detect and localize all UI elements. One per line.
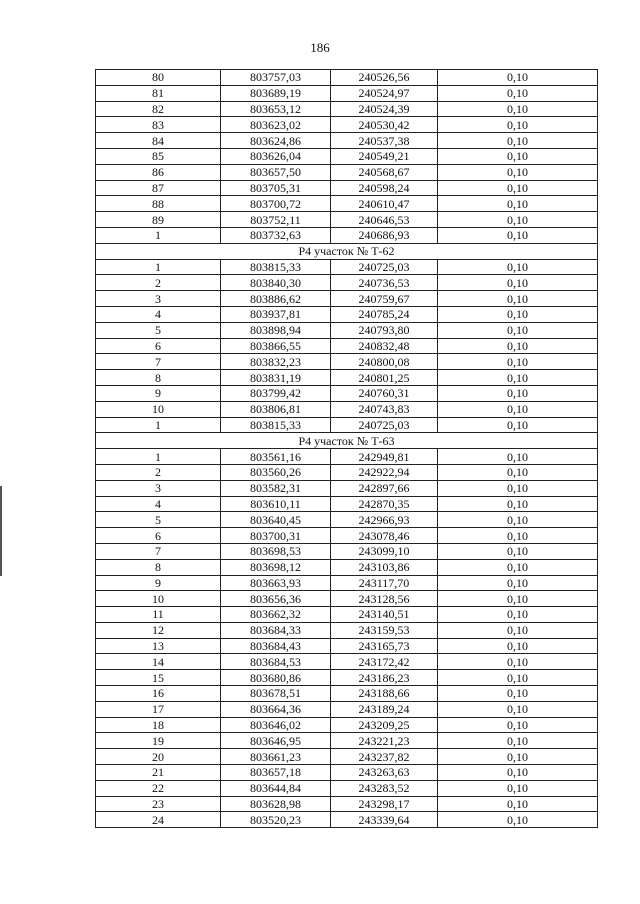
accuracy-cell: 0,10 bbox=[438, 670, 598, 686]
point-number-cell: 9 bbox=[96, 575, 221, 591]
accuracy-cell: 0,10 bbox=[438, 275, 598, 291]
y-coordinate-cell: 240646,53 bbox=[331, 212, 438, 228]
point-number-cell: 2 bbox=[96, 464, 221, 480]
point-number-cell: 81 bbox=[96, 85, 221, 101]
x-coordinate-cell: 803680,86 bbox=[221, 670, 331, 686]
x-coordinate-cell: 803815,33 bbox=[221, 417, 331, 433]
y-coordinate-cell: 240610,47 bbox=[331, 196, 438, 212]
x-coordinate-cell: 803646,95 bbox=[221, 733, 331, 749]
y-coordinate-cell: 240530,42 bbox=[331, 117, 438, 133]
y-coordinate-cell: 240524,39 bbox=[331, 101, 438, 117]
point-number-cell: 2 bbox=[96, 275, 221, 291]
x-coordinate-cell: 803663,93 bbox=[221, 575, 331, 591]
point-number-cell: 18 bbox=[96, 717, 221, 733]
x-coordinate-cell: 803752,11 bbox=[221, 212, 331, 228]
point-number-cell: 80 bbox=[96, 70, 221, 86]
table-row bbox=[96, 528, 598, 544]
accuracy-cell: 0,10 bbox=[438, 322, 598, 338]
point-number-cell: 19 bbox=[96, 733, 221, 749]
table-row bbox=[96, 480, 598, 496]
y-coordinate-cell: 240800,08 bbox=[331, 354, 438, 370]
accuracy-cell: 0,10 bbox=[438, 133, 598, 149]
y-coordinate-cell: 242922,94 bbox=[331, 464, 438, 480]
y-coordinate-cell: 243159,53 bbox=[331, 622, 438, 638]
y-coordinate-cell: 243298,17 bbox=[331, 796, 438, 812]
table-row bbox=[96, 496, 598, 512]
accuracy-cell: 0,10 bbox=[438, 354, 598, 370]
accuracy-cell: 0,10 bbox=[438, 622, 598, 638]
table-row bbox=[96, 717, 598, 733]
x-coordinate-cell: 803898,94 bbox=[221, 322, 331, 338]
point-number-cell: 7 bbox=[96, 354, 221, 370]
x-coordinate-cell: 803623,02 bbox=[221, 117, 331, 133]
table-row bbox=[96, 354, 598, 370]
accuracy-cell: 0,10 bbox=[438, 749, 598, 765]
y-coordinate-cell: 240549,21 bbox=[331, 148, 438, 164]
y-coordinate-cell: 242949,81 bbox=[331, 449, 438, 465]
x-coordinate-cell: 803684,53 bbox=[221, 654, 331, 670]
accuracy-cell: 0,10 bbox=[438, 496, 598, 512]
point-number-cell: 17 bbox=[96, 701, 221, 717]
y-coordinate-cell: 240759,67 bbox=[331, 291, 438, 307]
accuracy-cell: 0,10 bbox=[438, 480, 598, 496]
table-row bbox=[96, 101, 598, 117]
y-coordinate-cell: 243188,66 bbox=[331, 686, 438, 702]
x-coordinate-cell: 803937,81 bbox=[221, 306, 331, 322]
point-number-cell: 8 bbox=[96, 370, 221, 386]
x-coordinate-cell: 803757,03 bbox=[221, 70, 331, 86]
x-coordinate-cell: 803653,12 bbox=[221, 101, 331, 117]
y-coordinate-cell: 243165,73 bbox=[331, 638, 438, 654]
y-coordinate-cell: 243078,46 bbox=[331, 528, 438, 544]
point-number-cell: 24 bbox=[96, 812, 221, 828]
table-row bbox=[96, 291, 598, 307]
coordinates-table-body bbox=[96, 70, 598, 828]
point-number-cell: 21 bbox=[96, 765, 221, 781]
table-row bbox=[96, 148, 598, 164]
table-row bbox=[96, 575, 598, 591]
accuracy-cell: 0,10 bbox=[438, 306, 598, 322]
accuracy-cell: 0,10 bbox=[438, 654, 598, 670]
point-number-cell: 1 bbox=[96, 227, 221, 243]
x-coordinate-cell: 803799,42 bbox=[221, 385, 331, 401]
x-coordinate-cell: 803866,55 bbox=[221, 338, 331, 354]
accuracy-cell: 0,10 bbox=[438, 338, 598, 354]
table-row bbox=[96, 322, 598, 338]
accuracy-cell: 0,10 bbox=[438, 259, 598, 275]
accuracy-cell: 0,10 bbox=[438, 212, 598, 228]
point-number-cell: 83 bbox=[96, 117, 221, 133]
x-coordinate-cell: 803662,32 bbox=[221, 607, 331, 623]
accuracy-cell: 0,10 bbox=[438, 70, 598, 86]
x-coordinate-cell: 803815,33 bbox=[221, 259, 331, 275]
accuracy-cell: 0,10 bbox=[438, 812, 598, 828]
x-coordinate-cell: 803684,33 bbox=[221, 622, 331, 638]
x-coordinate-cell: 803561,16 bbox=[221, 449, 331, 465]
accuracy-cell: 0,10 bbox=[438, 148, 598, 164]
point-number-cell: 9 bbox=[96, 385, 221, 401]
accuracy-cell: 0,10 bbox=[438, 227, 598, 243]
table-row bbox=[96, 765, 598, 781]
x-coordinate-cell: 803657,50 bbox=[221, 164, 331, 180]
table-row bbox=[96, 559, 598, 575]
x-coordinate-cell: 803664,36 bbox=[221, 701, 331, 717]
y-coordinate-cell: 242897,66 bbox=[331, 480, 438, 496]
x-coordinate-cell: 803705,31 bbox=[221, 180, 331, 196]
section-title: Р4 участок № Т-63 bbox=[96, 433, 598, 449]
y-coordinate-cell: 243237,82 bbox=[331, 749, 438, 765]
accuracy-cell: 0,10 bbox=[438, 164, 598, 180]
accuracy-cell: 0,10 bbox=[438, 101, 598, 117]
point-number-cell: 23 bbox=[96, 796, 221, 812]
table-row bbox=[96, 591, 598, 607]
table-row bbox=[96, 164, 598, 180]
y-coordinate-cell: 240524,97 bbox=[331, 85, 438, 101]
accuracy-cell: 0,10 bbox=[438, 638, 598, 654]
coordinates-table bbox=[95, 69, 598, 828]
table-row bbox=[96, 796, 598, 812]
point-number-cell: 7 bbox=[96, 543, 221, 559]
y-coordinate-cell: 243172,42 bbox=[331, 654, 438, 670]
y-coordinate-cell: 242966,93 bbox=[331, 512, 438, 528]
x-coordinate-cell: 803678,51 bbox=[221, 686, 331, 702]
point-number-cell: 1 bbox=[96, 259, 221, 275]
accuracy-cell: 0,10 bbox=[438, 196, 598, 212]
table-row bbox=[96, 85, 598, 101]
point-number-cell: 22 bbox=[96, 780, 221, 796]
table-row bbox=[96, 812, 598, 828]
table-row bbox=[96, 417, 598, 433]
accuracy-cell: 0,10 bbox=[438, 370, 598, 386]
y-coordinate-cell: 243099,10 bbox=[331, 543, 438, 559]
scan-edge-mark bbox=[0, 486, 2, 576]
table-row bbox=[96, 401, 598, 417]
x-coordinate-cell: 803640,45 bbox=[221, 512, 331, 528]
x-coordinate-cell: 803840,30 bbox=[221, 275, 331, 291]
point-number-cell: 10 bbox=[96, 591, 221, 607]
x-coordinate-cell: 803831,19 bbox=[221, 370, 331, 386]
accuracy-cell: 0,10 bbox=[438, 401, 598, 417]
table-row bbox=[96, 512, 598, 528]
accuracy-cell: 0,10 bbox=[438, 607, 598, 623]
accuracy-cell: 0,10 bbox=[438, 385, 598, 401]
accuracy-cell: 0,10 bbox=[438, 733, 598, 749]
point-number-cell: 16 bbox=[96, 686, 221, 702]
x-coordinate-cell: 803626,04 bbox=[221, 148, 331, 164]
x-coordinate-cell: 803698,53 bbox=[221, 543, 331, 559]
point-number-cell: 6 bbox=[96, 338, 221, 354]
accuracy-cell: 0,10 bbox=[438, 765, 598, 781]
y-coordinate-cell: 240686,93 bbox=[331, 227, 438, 243]
table-row bbox=[96, 701, 598, 717]
accuracy-cell: 0,10 bbox=[438, 417, 598, 433]
x-coordinate-cell: 803661,23 bbox=[221, 749, 331, 765]
x-coordinate-cell: 803657,18 bbox=[221, 765, 331, 781]
accuracy-cell: 0,10 bbox=[438, 796, 598, 812]
table-row bbox=[96, 133, 598, 149]
table-row bbox=[96, 70, 598, 86]
x-coordinate-cell: 803689,19 bbox=[221, 85, 331, 101]
table-row bbox=[96, 638, 598, 654]
table-row bbox=[96, 117, 598, 133]
x-coordinate-cell: 803610,11 bbox=[221, 496, 331, 512]
y-coordinate-cell: 240743,83 bbox=[331, 401, 438, 417]
table-row bbox=[96, 212, 598, 228]
point-number-cell: 89 bbox=[96, 212, 221, 228]
point-number-cell: 4 bbox=[96, 306, 221, 322]
y-coordinate-cell: 243209,25 bbox=[331, 717, 438, 733]
y-coordinate-cell: 240725,03 bbox=[331, 259, 438, 275]
x-coordinate-cell: 803700,31 bbox=[221, 528, 331, 544]
table-row bbox=[96, 670, 598, 686]
x-coordinate-cell: 803886,62 bbox=[221, 291, 331, 307]
accuracy-cell: 0,10 bbox=[438, 528, 598, 544]
point-number-cell: 6 bbox=[96, 528, 221, 544]
table-row bbox=[96, 449, 598, 465]
x-coordinate-cell: 803520,23 bbox=[221, 812, 331, 828]
y-coordinate-cell: 240832,48 bbox=[331, 338, 438, 354]
table-row bbox=[96, 607, 598, 623]
accuracy-cell: 0,10 bbox=[438, 291, 598, 307]
y-coordinate-cell: 240793,80 bbox=[331, 322, 438, 338]
accuracy-cell: 0,10 bbox=[438, 701, 598, 717]
y-coordinate-cell: 240537,38 bbox=[331, 133, 438, 149]
point-number-cell: 10 bbox=[96, 401, 221, 417]
section-header-row bbox=[96, 433, 598, 449]
accuracy-cell: 0,10 bbox=[438, 85, 598, 101]
point-number-cell: 8 bbox=[96, 559, 221, 575]
x-coordinate-cell: 803684,43 bbox=[221, 638, 331, 654]
accuracy-cell: 0,10 bbox=[438, 117, 598, 133]
accuracy-cell: 0,10 bbox=[438, 464, 598, 480]
point-number-cell: 3 bbox=[96, 480, 221, 496]
x-coordinate-cell: 803832,23 bbox=[221, 354, 331, 370]
point-number-cell: 84 bbox=[96, 133, 221, 149]
x-coordinate-cell: 803646,02 bbox=[221, 717, 331, 733]
x-coordinate-cell: 803560,26 bbox=[221, 464, 331, 480]
y-coordinate-cell: 243140,51 bbox=[331, 607, 438, 623]
accuracy-cell: 0,10 bbox=[438, 180, 598, 196]
y-coordinate-cell: 243339,64 bbox=[331, 812, 438, 828]
y-coordinate-cell: 240598,24 bbox=[331, 180, 438, 196]
y-coordinate-cell: 240785,24 bbox=[331, 306, 438, 322]
x-coordinate-cell: 803582,31 bbox=[221, 480, 331, 496]
y-coordinate-cell: 242870,35 bbox=[331, 496, 438, 512]
accuracy-cell: 0,10 bbox=[438, 449, 598, 465]
point-number-cell: 14 bbox=[96, 654, 221, 670]
point-number-cell: 11 bbox=[96, 607, 221, 623]
table-row bbox=[96, 733, 598, 749]
y-coordinate-cell: 243103,86 bbox=[331, 559, 438, 575]
table-row bbox=[96, 686, 598, 702]
point-number-cell: 12 bbox=[96, 622, 221, 638]
table-row bbox=[96, 622, 598, 638]
point-number-cell: 13 bbox=[96, 638, 221, 654]
table-row bbox=[96, 543, 598, 559]
x-coordinate-cell: 803698,12 bbox=[221, 559, 331, 575]
y-coordinate-cell: 240760,31 bbox=[331, 385, 438, 401]
y-coordinate-cell: 240526,56 bbox=[331, 70, 438, 86]
table-row bbox=[96, 227, 598, 243]
point-number-cell: 85 bbox=[96, 148, 221, 164]
accuracy-cell: 0,10 bbox=[438, 591, 598, 607]
table-row bbox=[96, 654, 598, 670]
table-row bbox=[96, 749, 598, 765]
point-number-cell: 3 bbox=[96, 291, 221, 307]
table-row bbox=[96, 180, 598, 196]
table-row bbox=[96, 275, 598, 291]
table-row bbox=[96, 385, 598, 401]
accuracy-cell: 0,10 bbox=[438, 780, 598, 796]
table-row bbox=[96, 196, 598, 212]
y-coordinate-cell: 243189,24 bbox=[331, 701, 438, 717]
table-row bbox=[96, 780, 598, 796]
x-coordinate-cell: 803656,36 bbox=[221, 591, 331, 607]
page-number: 186 bbox=[310, 40, 330, 55]
y-coordinate-cell: 240568,67 bbox=[331, 164, 438, 180]
accuracy-cell: 0,10 bbox=[438, 543, 598, 559]
table-row bbox=[96, 464, 598, 480]
point-number-cell: 4 bbox=[96, 496, 221, 512]
point-number-cell: 15 bbox=[96, 670, 221, 686]
table-row bbox=[96, 370, 598, 386]
accuracy-cell: 0,10 bbox=[438, 559, 598, 575]
x-coordinate-cell: 803732,63 bbox=[221, 227, 331, 243]
accuracy-cell: 0,10 bbox=[438, 575, 598, 591]
section-title: Р4 участок № Т-62 bbox=[96, 243, 598, 259]
section-header-row bbox=[96, 243, 598, 259]
accuracy-cell: 0,10 bbox=[438, 512, 598, 528]
point-number-cell: 87 bbox=[96, 180, 221, 196]
x-coordinate-cell: 803806,81 bbox=[221, 401, 331, 417]
point-number-cell: 20 bbox=[96, 749, 221, 765]
x-coordinate-cell: 803644,84 bbox=[221, 780, 331, 796]
y-coordinate-cell: 240801,25 bbox=[331, 370, 438, 386]
y-coordinate-cell: 243263,63 bbox=[331, 765, 438, 781]
point-number-cell: 1 bbox=[96, 449, 221, 465]
y-coordinate-cell: 240725,03 bbox=[331, 417, 438, 433]
y-coordinate-cell: 243186,23 bbox=[331, 670, 438, 686]
y-coordinate-cell: 243283,52 bbox=[331, 780, 438, 796]
x-coordinate-cell: 803624,86 bbox=[221, 133, 331, 149]
point-number-cell: 86 bbox=[96, 164, 221, 180]
table-row bbox=[96, 306, 598, 322]
point-number-cell: 88 bbox=[96, 196, 221, 212]
table-row bbox=[96, 338, 598, 354]
x-coordinate-cell: 803628,98 bbox=[221, 796, 331, 812]
accuracy-cell: 0,10 bbox=[438, 717, 598, 733]
point-number-cell: 1 bbox=[96, 417, 221, 433]
y-coordinate-cell: 243128,56 bbox=[331, 591, 438, 607]
y-coordinate-cell: 240736,53 bbox=[331, 275, 438, 291]
table-row bbox=[96, 259, 598, 275]
point-number-cell: 82 bbox=[96, 101, 221, 117]
accuracy-cell: 0,10 bbox=[438, 686, 598, 702]
point-number-cell: 5 bbox=[96, 322, 221, 338]
y-coordinate-cell: 243221,23 bbox=[331, 733, 438, 749]
x-coordinate-cell: 803700,72 bbox=[221, 196, 331, 212]
point-number-cell: 5 bbox=[96, 512, 221, 528]
y-coordinate-cell: 243117,70 bbox=[331, 575, 438, 591]
